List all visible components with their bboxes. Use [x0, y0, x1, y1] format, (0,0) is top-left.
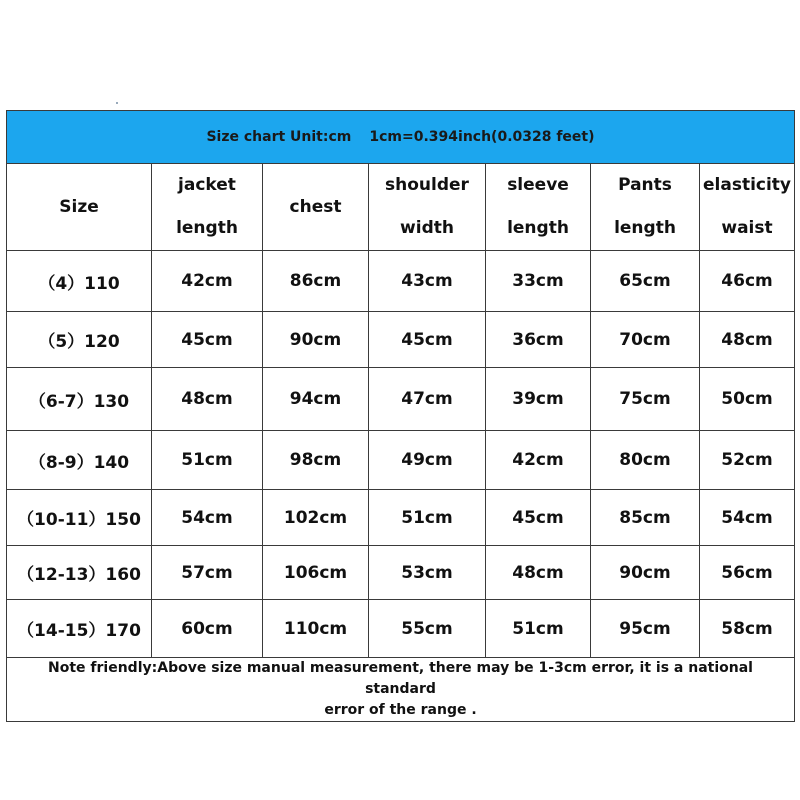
header-shoulder-line1: shoulder — [385, 175, 469, 195]
size-cell: （12-13）160 — [7, 546, 152, 600]
pants-length-cell: 75cm — [591, 368, 700, 431]
sleeve-length-cell: 42cm — [486, 431, 591, 490]
cropped-watermark — [310, 792, 450, 800]
size-cell: （4）110 — [7, 251, 152, 312]
sleeve-length-cell: 48cm — [486, 546, 591, 600]
title-banner-row — [7, 111, 795, 164]
elasticity-waist-cell: 56cm — [700, 546, 795, 600]
note-line-2: error of the range . — [324, 702, 477, 718]
sleeve-length-cell: 33cm — [486, 251, 591, 312]
size-cell: （14-15）170 — [7, 600, 152, 658]
chest-cell: 106cm — [263, 546, 369, 600]
jacket-length-cell: 48cm — [152, 368, 263, 431]
header-elasticity-waist — [700, 164, 795, 251]
header-waist-line2: waist — [721, 218, 773, 238]
header-sleeve-length — [486, 164, 591, 251]
sleeve-length-cell: 39cm — [486, 368, 591, 431]
size-chart-table — [6, 110, 795, 722]
chest-cell: 98cm — [263, 431, 369, 490]
sleeve-length-cell: 51cm — [486, 600, 591, 658]
elasticity-waist-cell: 46cm — [700, 251, 795, 312]
pants-length-cell: 90cm — [591, 546, 700, 600]
pants-length-cell: 95cm — [591, 600, 700, 658]
header-row — [7, 164, 795, 251]
note-cell — [7, 658, 795, 722]
shoulder-width-cell: 49cm — [369, 431, 486, 490]
table-row — [7, 312, 795, 368]
table-row — [7, 546, 795, 600]
shoulder-width-cell: 55cm — [369, 600, 486, 658]
header-size-text: Size — [59, 196, 99, 217]
table-row — [7, 431, 795, 490]
chest-cell: 110cm — [263, 600, 369, 658]
header-pants-length — [591, 164, 700, 251]
note-line-1: Note friendly:Above size manual measurement, there may be 1-3cm error, it is a national standard — [48, 660, 753, 697]
header-sleeve-line2: length — [507, 218, 569, 238]
title-label: Size chart Unit:cm — [206, 129, 352, 145]
stray-mark — [116, 102, 118, 104]
size-cell: （10-11）150 — [7, 490, 152, 546]
header-jacket-line2: length — [176, 218, 238, 238]
shoulder-width-cell: 53cm — [369, 546, 486, 600]
elasticity-waist-cell: 52cm — [700, 431, 795, 490]
jacket-length-cell: 60cm — [152, 600, 263, 658]
table-row — [7, 490, 795, 546]
jacket-length-cell: 57cm — [152, 546, 263, 600]
pants-length-cell: 65cm — [591, 251, 700, 312]
shoulder-width-cell: 45cm — [369, 312, 486, 368]
size-cell: （8-9）140 — [7, 431, 152, 490]
header-chest-text: chest — [289, 196, 342, 217]
shoulder-width-cell: 51cm — [369, 490, 486, 546]
header-shoulder-line2: width — [400, 218, 454, 238]
sleeve-length-cell: 45cm — [486, 490, 591, 546]
header-jacket-line1: jacket — [178, 175, 236, 195]
elasticity-waist-cell: 58cm — [700, 600, 795, 658]
header-pants-line1: Pants — [618, 175, 672, 195]
header-chest — [263, 164, 369, 251]
shoulder-width-cell: 47cm — [369, 368, 486, 431]
header-size — [7, 164, 152, 251]
chest-cell: 86cm — [263, 251, 369, 312]
table-row — [7, 251, 795, 312]
jacket-length-cell: 45cm — [152, 312, 263, 368]
note-row — [7, 658, 795, 722]
pants-length-cell: 70cm — [591, 312, 700, 368]
chest-cell: 90cm — [263, 312, 369, 368]
elasticity-waist-cell: 54cm — [700, 490, 795, 546]
table-row — [7, 368, 795, 431]
table-row — [7, 600, 795, 658]
size-cell: （6-7）130 — [7, 368, 152, 431]
header-sleeve-line1: sleeve — [507, 175, 569, 195]
size-cell: （5）120 — [7, 312, 152, 368]
pants-length-cell: 80cm — [591, 431, 700, 490]
chest-cell: 94cm — [263, 368, 369, 431]
header-shoulder-width — [369, 164, 486, 251]
sleeve-length-cell: 36cm — [486, 312, 591, 368]
jacket-length-cell: 54cm — [152, 490, 263, 546]
header-jacket-length — [152, 164, 263, 251]
jacket-length-cell: 51cm — [152, 431, 263, 490]
elasticity-waist-cell: 48cm — [700, 312, 795, 368]
chest-cell: 102cm — [263, 490, 369, 546]
elasticity-waist-cell: 50cm — [700, 368, 795, 431]
header-pants-line2: length — [614, 218, 676, 238]
title-conversion: 1cm=0.394inch(0.0328 feet) — [369, 129, 595, 145]
shoulder-width-cell: 43cm — [369, 251, 486, 312]
header-waist-line1: elasticity — [703, 175, 792, 195]
title-banner — [7, 111, 795, 164]
jacket-length-cell: 42cm — [152, 251, 263, 312]
pants-length-cell: 85cm — [591, 490, 700, 546]
